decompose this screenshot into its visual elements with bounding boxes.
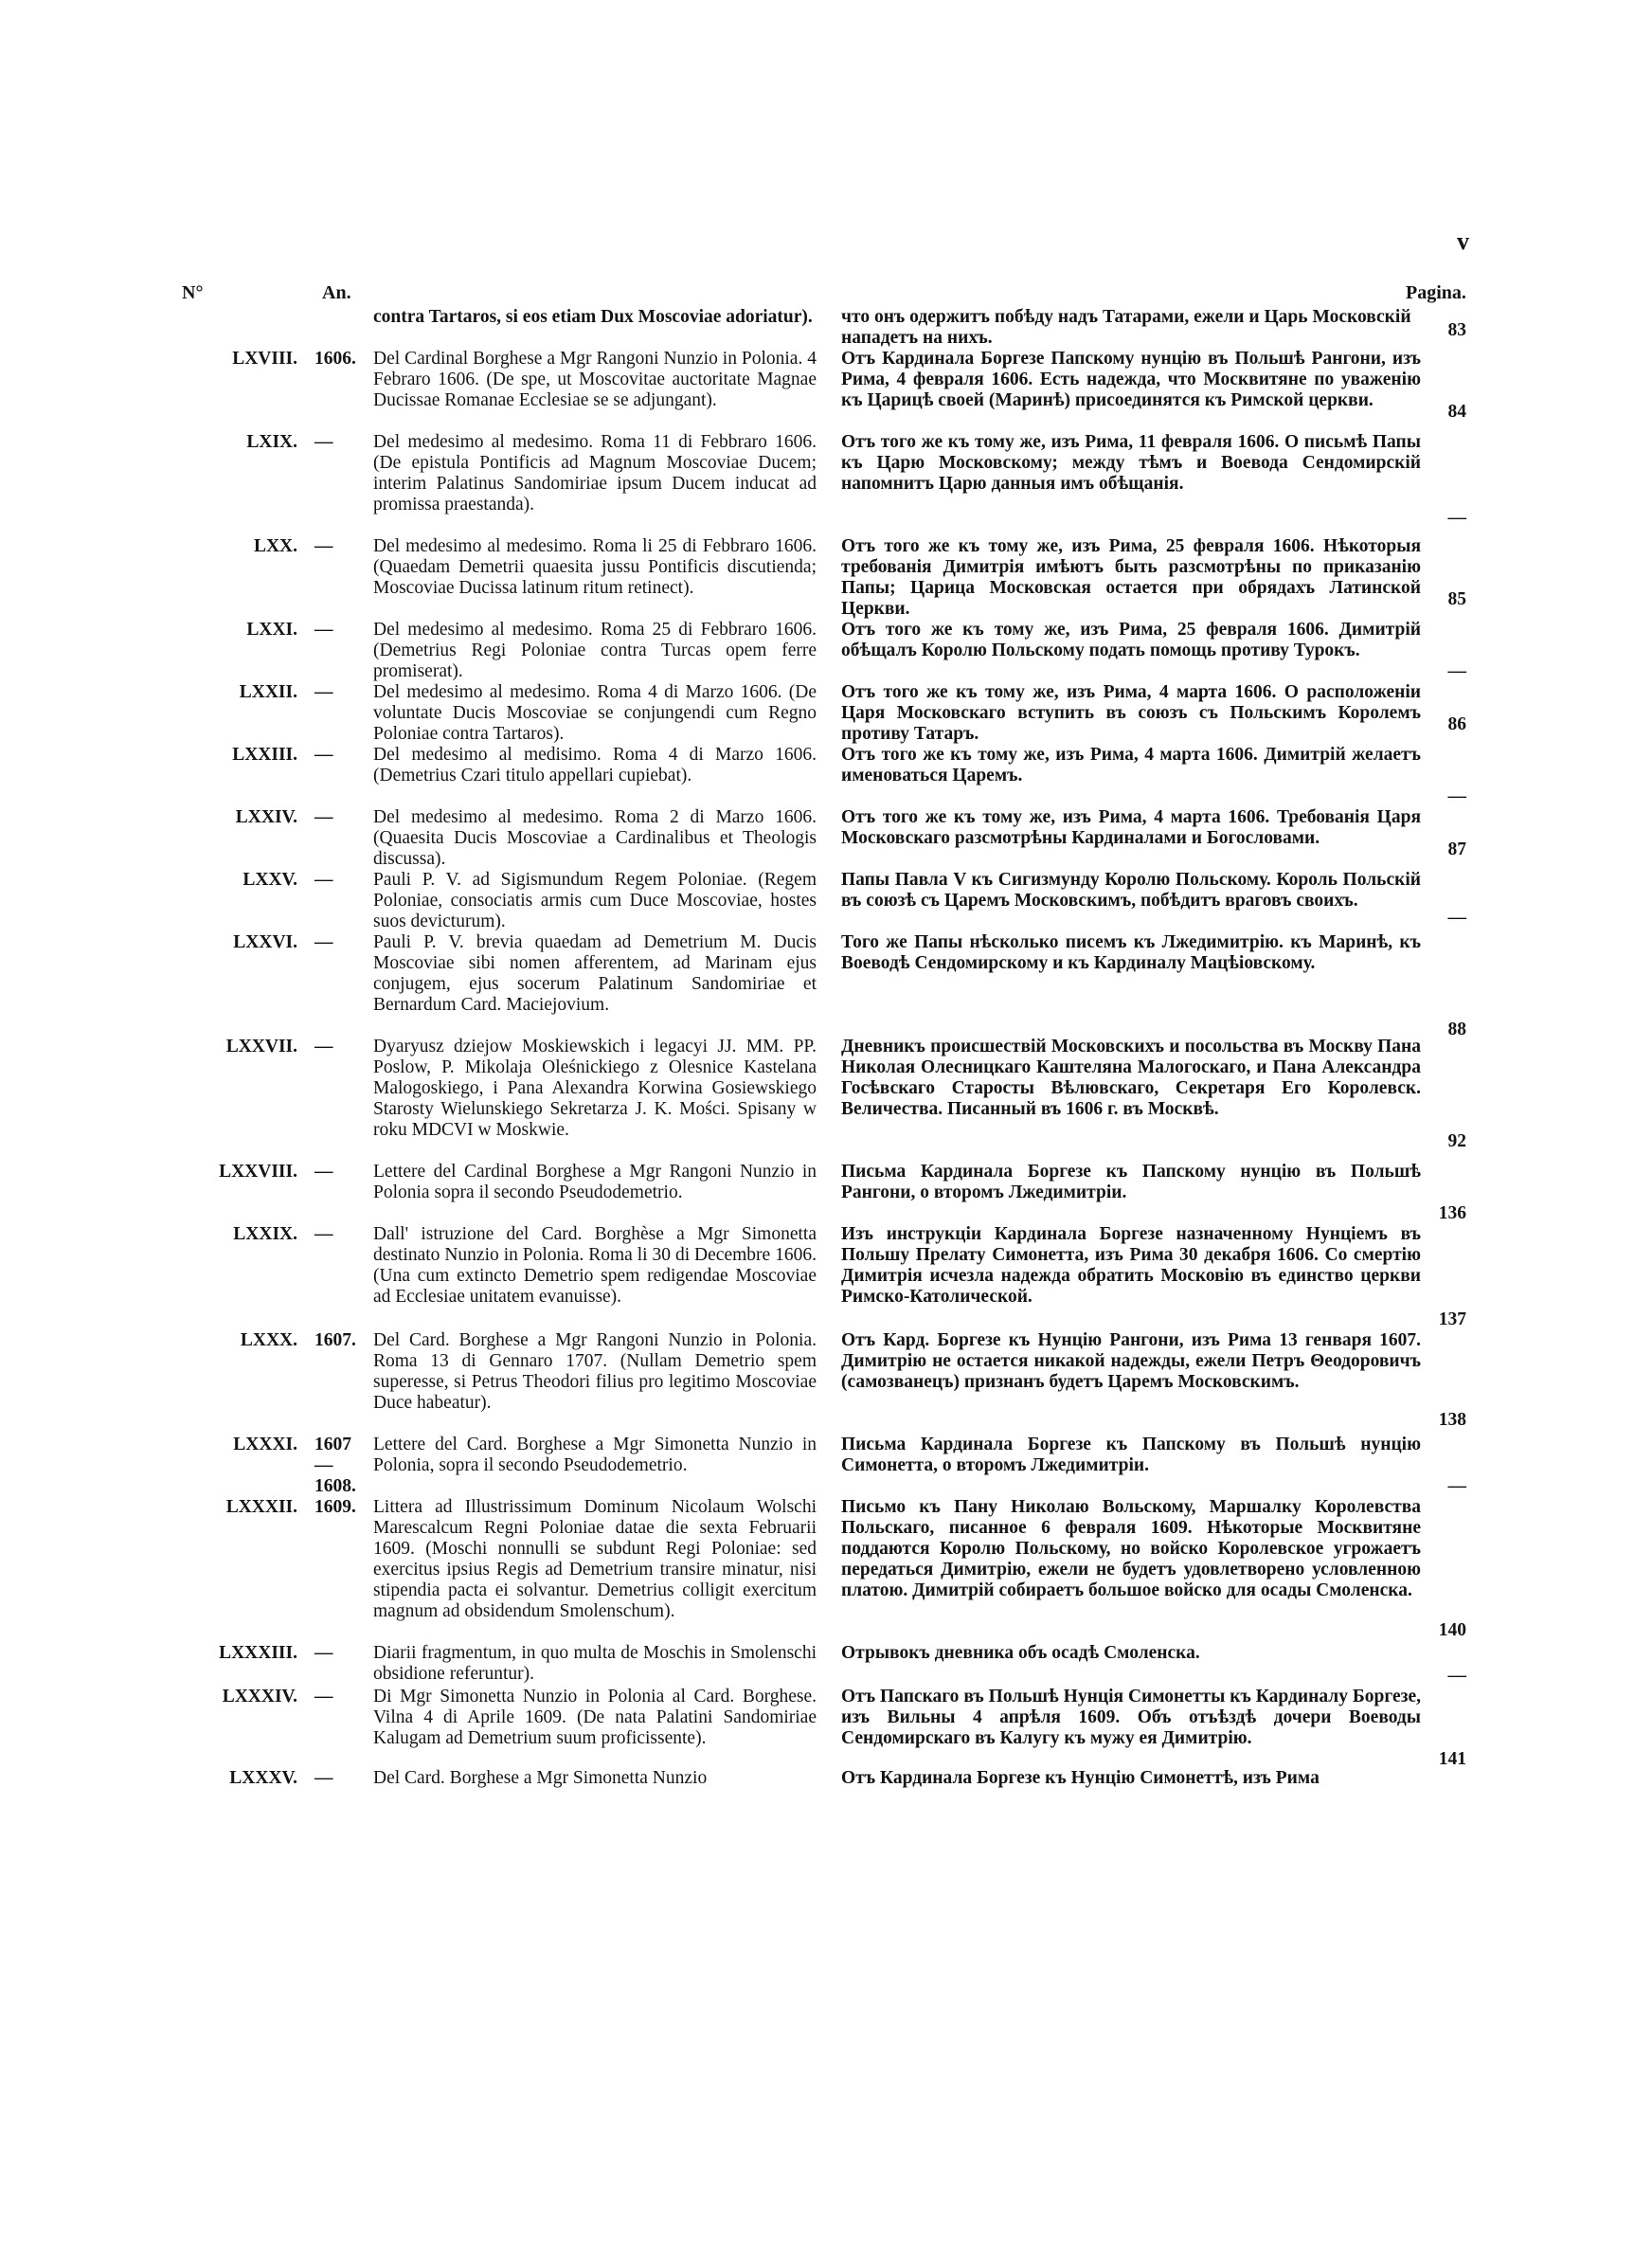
column-header-year: An. — [322, 282, 351, 303]
entry-russian-description: Письмо къ Пану Николаю Вольскому, Маршалку Королевства Польскаго, писанное 6 февраля 1609. Нѣкоторые Москвитяне поддаются Королю Польскому, но войско Королевское угрожаетъ передаться Димитрію, ежели не будетъ удовлетворено условленною платою. Димитрій собираетъ большое войско для осады Смоленска. — [841, 1497, 1421, 1600]
entry-year: — — [314, 1687, 333, 1706]
entry-page: — — [1447, 508, 1466, 528]
entry-latin-description: Del Card. Borghese a Mgr Rangoni Nunzio in Polonia. Roma 13 di Gennaro 1707. (Nullam Demetrio spem superesse, si Petrus Theodori filius pro legitimo Moscoviae Duce habeatur). — [373, 1330, 817, 1413]
entry-number: LXXII. — [239, 682, 297, 702]
entry-year: — — [314, 932, 333, 952]
entry-page: 86 — [1447, 714, 1466, 734]
entry-russian-description: Изъ инструкціи Кардинала Боргезе назначенному Нунціемъ въ Польшу Прелату Симонетта, изъ Рима 30 декабря 1606. Со смертію Димитрія исчезла надежда обратить Московію въ единство церкви Римско-Католической. — [841, 1224, 1421, 1307]
entry-latin-description: Littera ad Illustrissimum Dominum Nicolaum Wolschi Marescalcum Regni Poloniae datae die sexta Februarii 1609. (Moschi nonnulli se subdunt Regi Poloniae: sed exercitus ipsius Regis ad Demetrium transire minatur, nisi stipendia pacta ei solvantur. Demetrius colligit exercitum magnum ad obsidendum Smolenschum). — [373, 1497, 817, 1621]
entry-page: — — [1447, 661, 1466, 681]
entry-latin-description: Del medesimo al medesimo. Roma 4 di Marzo 1606. (De voluntate Ducis Moscoviae se conjungendi cum Regno Poloniae contra Tartaros). — [373, 682, 817, 744]
entry-russian-description: Отъ Папскаго въ Польшѣ Нунція Симонетты къ Кардиналу Боргезе, изъ Вильны 4 апрѣля 1609. Объ отъѣздѣ дочери Воеводы Сендомирскаго въ Калугу къ мужу ея Димитрію. — [841, 1687, 1421, 1748]
entry-number: LXXIX. — [233, 1224, 297, 1244]
continued-russian-text: что онъ одержитъ побѣду надъ Татарами, ежели и Царь Московскій нападетъ на нихъ. — [841, 307, 1411, 348]
entry-page: 87 — [1447, 840, 1466, 859]
entry-number: LXXV. — [242, 870, 297, 890]
entry-number: LXVIII. — [232, 349, 297, 369]
entry-year: — — [314, 1768, 333, 1788]
entry-russian-description: Письма Кардинала Боргезе къ Папскому нунцію въ Польшѣ Рангони, о второмъ Лжедимитріи. — [841, 1162, 1421, 1202]
entry-year: — — [314, 807, 333, 827]
entry-page: 137 — [1438, 1309, 1466, 1329]
entry-number: LXXX. — [240, 1330, 297, 1350]
entry-russian-description: Отъ того же къ тому же, изъ Рима, 11 февраля 1606. О письмѣ Папы къ Царю Московскому; между тѣмъ и Воевода Сендомирскій напомнитъ Царю данныя имъ обѣщанія. — [841, 432, 1421, 494]
entry-page: 136 — [1438, 1203, 1466, 1223]
entry-latin-description: Del medesimo al medisimo. Roma 4 di Marzo 1606. (Demetrius Czari titulo appellari cupiebat). — [373, 745, 817, 785]
entry-latin-description: Dyaryusz dziejow Moskiewskich i legacyi JJ. MM. PP. Poslow, P. Mikolaja Oleśnickiego z Olesnice Kastelana Malogoskiego, i Pana Alexandra Korwina Gosiewskiego Starosty Wielunskiego Sekretarza J. K. Mości. Spisany w roku MDCVI w Moskwie. — [373, 1037, 817, 1140]
entry-page: 88 — [1447, 1020, 1466, 1039]
entry-latin-description: Del medesimo al medesimo. Roma 25 di Febbraro 1606. (Demetrius Regi Poloniae contra Turcas opem ferre promiserat). — [373, 620, 817, 681]
entry-number: LXXXV. — [229, 1768, 297, 1788]
entry-russian-description: Папы Павла V къ Сигизмунду Королю Польскому. Король Польскій въ союзѣ съ Царемъ Московскимъ, побѣдитъ враговъ своихъ. — [841, 870, 1421, 911]
entry-latin-description: Del Card. Borghese a Mgr Simonetta Nunzio — [373, 1768, 708, 1788]
entry-page: 141 — [1438, 1749, 1466, 1769]
entry-russian-description: Отъ того же къ тому же, изъ Рима, 25 февраля 1606. Димитрій обѣщалъ Королю Польскому подать помощь противу Турокъ. — [841, 620, 1421, 660]
entry-year: — — [314, 432, 333, 452]
entry-number: LXXXIII. — [219, 1643, 297, 1663]
entry-page: 92 — [1447, 1131, 1466, 1151]
entry-latin-description: Dall' istruzione del Card. Borghèse a Mgr Simonetta destinato Nunzio in Polonia. Roma li 30 di Decembre 1606. (Una cum extincto Demetrio spem redigendae Moscoviae ad Ecclesiae unitatem evanuisse). — [373, 1224, 817, 1307]
entry-number: LXX. — [253, 536, 297, 556]
entry-number: LXXXIV. — [222, 1687, 297, 1706]
entry-year: — — [314, 682, 333, 702]
entry-russian-description: Отъ того же къ тому же, изъ Рима, 4 марта 1606. Требованія Царя Московскаго разсмотрѣны Кардиналами и Богословами. — [841, 807, 1421, 848]
entry-russian-description: Отъ Кардинала Боргезе Папскому нунцію въ Польшѣ Рангони, изъ Рима, 4 февраля 1606. Есть надежда, что Москвитяне по уваженію къ Царицѣ своей (Маринѣ) присоединятся къ Римской церкви. — [841, 349, 1421, 410]
entry-russian-description: Отъ того же къ тому же, изъ Рима, 4 марта 1606. О расположеніи Царя Московскаго вступить въ союзъ съ Польскимъ Королемъ противу Татаръ. — [841, 682, 1421, 744]
entry-latin-description: Del Cardinal Borghese a Mgr Rangoni Nunzio in Polonia. 4 Febraro 1606. (De spe, ut Moscovitae auctoritate Magnae Ducissae Romanae Ecclesiae se se adjungant). — [373, 349, 817, 410]
entry-russian-description: Отъ того же къ тому же, изъ Рима, 4 марта 1606. Димитрій желаетъ именоваться Царемъ. — [841, 745, 1421, 785]
entry-year: — — [314, 1037, 333, 1056]
continued-latin-text: contra Tartaros, si eos etiam Dux Moscoviae adoriatur). — [373, 307, 813, 327]
entry-number: LXXVIII. — [219, 1162, 297, 1182]
entry-russian-description: Письма Кардинала Боргезе къ Папскому въ Польшѣ нунцію Симонетта, о второмъ Лжедимитріи. — [841, 1435, 1421, 1475]
entry-year: 1606. — [314, 349, 356, 369]
entry-year: 1607— 1608. — [314, 1435, 356, 1496]
entry-page: 138 — [1438, 1410, 1466, 1430]
entry-number: LXIX. — [246, 432, 297, 452]
entry-russian-description: Отъ того же къ тому же, изъ Рима, 25 февраля 1606. Нѣкоторыя требованія Димитрія имѣютъ быть разсмотрѣны по приказанію Папы; Царица Московская остается при обрядахъ Латинской Церкви. — [841, 536, 1421, 619]
page-number-mark: v — [1457, 227, 1469, 255]
entry-number: LXXXII. — [225, 1497, 297, 1517]
column-header-page: Pagina. — [1406, 282, 1466, 303]
entry-latin-description: Pauli P. V. ad Sigismundum Regem Poloniae. (Regem Poloniae, consociatis armis cum Duce Moscoviae, hostes suos devicturum). — [373, 870, 817, 931]
entry-number: LXXVII. — [225, 1037, 297, 1056]
entry-number: LXXXI. — [233, 1435, 297, 1454]
entry-number: LXXIV. — [235, 807, 297, 827]
entry-latin-description: Pauli P. V. brevia quaedam ad Demetrium M. Ducis Moscoviae sibi nomen afferentem, ad Marinam ejus conjugem, ejus socerum Palatinum Sandomiriae et Bernardum Card. Maciejovium. — [373, 932, 817, 1015]
entry-page: — — [1447, 908, 1466, 928]
entry-year: — — [314, 620, 333, 640]
entry-year: — — [314, 870, 333, 890]
entry-year: — — [314, 536, 333, 556]
entry-year: — — [314, 1224, 333, 1244]
entry-year: — — [314, 1162, 333, 1182]
entry-number: LXXVI. — [233, 932, 297, 952]
entry-russian-description: Дневникъ происшествій Московскихъ и посольства въ Москву Пана Николая Олесницкаго Каштеляна Малогоскаго, и Пана Александра Госѣвскаго Старосты Вѣлювскаго, Секретаря Его Королевск. Величества. Писанный въ 1606 г. въ Москвѣ. — [841, 1037, 1421, 1119]
entry-russian-description: Отрывокъ дневника объ осадѣ Смоленска. — [841, 1643, 1200, 1663]
entry-russian-description: Отъ Кардинала Боргезе къ Нунцію Симонеттѣ, изъ Рима — [841, 1768, 1320, 1788]
entry-number: LXXI. — [246, 620, 297, 640]
entry-year: — — [314, 745, 333, 765]
entry-russian-description: Отъ Кард. Боргезе къ Нунцію Рангони, изъ Рима 13 генваря 1607. Димитрію не остается никакой надежды, ежели Петръ Θеодоровичъ (самозванецъ) признанъ будетъ Царемъ Московскимъ. — [841, 1330, 1421, 1392]
entry-russian-description: Того же Папы нѣсколько писемъ къ Лжедимитрію. къ Маринѣ, къ Воеводѣ Сендомирскому и къ Кардиналу Мацѣіовскому. — [841, 932, 1421, 973]
entry-latin-description: Lettere del Cardinal Borghese a Mgr Rangoni Nunzio in Polonia sopra il secondo Pseudodemetrio. — [373, 1162, 817, 1202]
entry-latin-description: Del medesimo al medesimo. Roma 11 di Febbraro 1606. (De epistula Pontificis ad Magnum Moscoviae Ducem; interim Palatinus Sandomiriae ipsum Ducem inducat ad promissa praestanda). — [373, 432, 817, 515]
entry-page: 140 — [1438, 1620, 1466, 1640]
entry-number: LXXIII. — [232, 745, 297, 765]
entry-year: 1609. — [314, 1497, 356, 1517]
entry-latin-description: Di Mgr Simonetta Nunzio in Polonia al Card. Borghese. Vilna 4 di Aprile 1609. (De nata Palatini Sandomiriae Kalugam ad Demetrium suum proficissente). — [373, 1687, 817, 1748]
column-header-number: N° — [182, 282, 204, 303]
entry-latin-description: Del medesimo al medesimo. Roma li 25 di Febbraro 1606. (Quaedam Demetrii quaesita jussu Pontificis discutienda; Moscoviae Ducissa latinum ritum retinect). — [373, 536, 817, 598]
entry-page: 84 — [1447, 402, 1466, 422]
entry-year: — — [314, 1643, 333, 1663]
entry-page: — — [1447, 1476, 1466, 1496]
entry-page: 83 — [1447, 320, 1466, 340]
entry-year: 1607. — [314, 1330, 356, 1350]
entry-page: — — [1447, 1666, 1466, 1686]
entry-page: — — [1447, 786, 1466, 806]
entry-latin-description: Del medesimo al medesimo. Roma 2 di Marzo 1606. (Quaesita Ducis Moscoviae a Cardinalibus et Theologis discussa). — [373, 807, 817, 869]
entry-page: 85 — [1447, 589, 1466, 609]
entry-latin-description: Diarii fragmentum, in quo multa de Moschis in Smolenschi obsidione referuntur). — [373, 1643, 817, 1684]
entry-latin-description: Lettere del Card. Borghese a Mgr Simonetta Nunzio in Polonia, sopra il secondo Pseudodemetrio. — [373, 1435, 817, 1475]
